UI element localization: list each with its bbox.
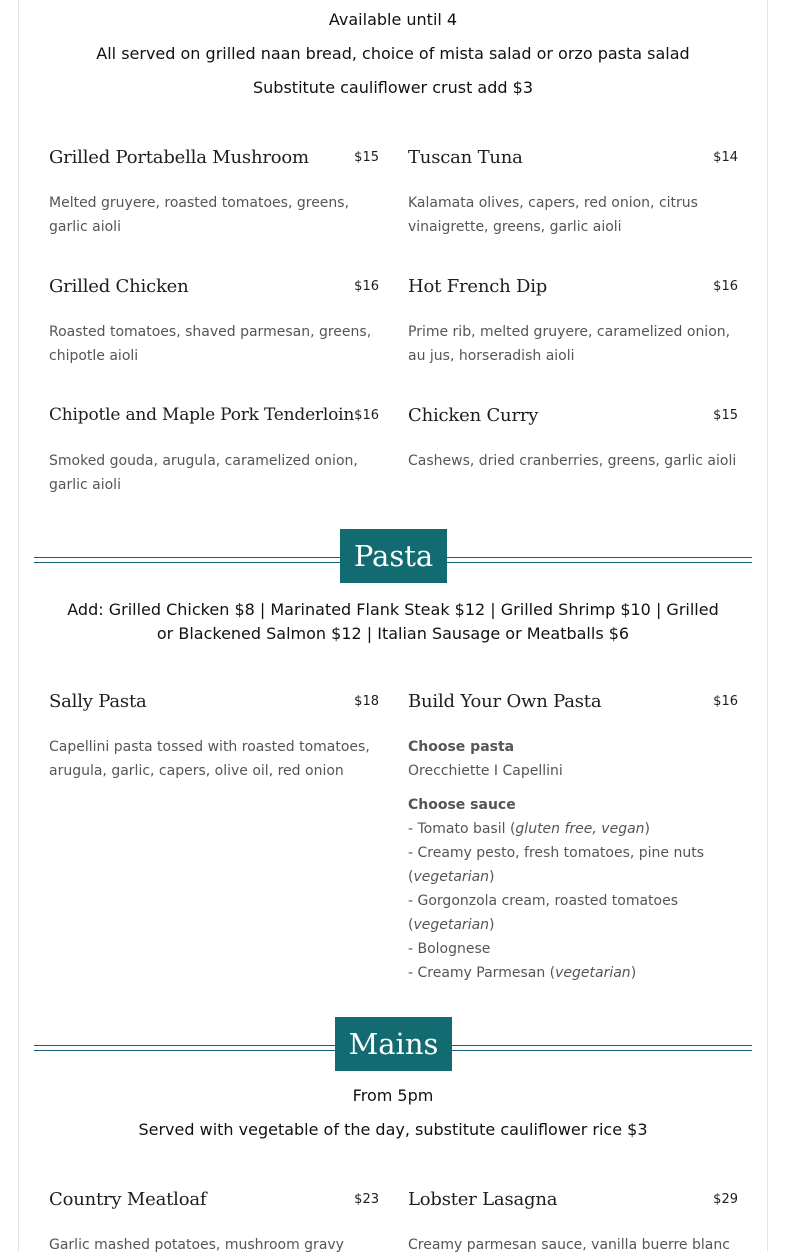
item-description: Cashews, dried cranberries, greens, garlic aioli [408, 453, 737, 469]
menu-page [18, 0, 768, 1251]
item-price: $16 [354, 408, 379, 423]
pasta-addons: Add: Grilled Chicken $8 | Marinated Flank Steak $12 | Grilled Shrimp $10 | Grilled or Blackened Salmon $12 | Italian Sausage or Meatballs $6 [67, 600, 719, 643]
section-title-mains: Mains [335, 1017, 452, 1071]
item-price: $15 [354, 150, 379, 165]
item-name: Chipotle and Maple Pork Tenderloin [49, 405, 355, 425]
item-description: Capellini pasta tossed with roasted tomatoes, arugula, garlic, capers, olive oil, red onion [49, 739, 370, 779]
section-title-pasta: Pasta [340, 529, 447, 583]
pasta-options: Orecchiette I Capellini [408, 763, 563, 779]
item-price: $16 [713, 694, 738, 709]
item-price: $29 [713, 1192, 738, 1207]
item-name: Grilled Chicken [49, 276, 189, 297]
item-description: Roasted tomatoes, shaved parmesan, greens, chipotle aioli [49, 324, 372, 364]
item-name: Sally Pasta [49, 691, 147, 712]
item-price: $15 [713, 408, 738, 423]
item-price: $18 [354, 694, 379, 709]
choose-pasta-heading: Choose pasta [408, 739, 515, 755]
item-price: $16 [354, 279, 379, 294]
availability-note: Available until 4 [328, 10, 458, 29]
sauce-option: - Creamy pesto, fresh tomatoes, pine nuts (vegetarian) [408, 845, 705, 885]
item-name: Tuscan Tuna [408, 147, 523, 168]
sauce-option: - Creamy Parmesan (vegetarian) [408, 965, 637, 981]
sauce-option: - Gorgonzola cream, roasted tomatoes (vegetarian) [408, 893, 679, 933]
item-name: Build Your Own Pasta [408, 691, 602, 712]
choose-sauce-heading: Choose sauce [408, 797, 516, 813]
item-name: Hot French Dip [408, 276, 548, 297]
item-description: Kalamata olives, capers, red onion, citrus vinaigrette, greens, garlic aioli [408, 195, 698, 235]
item-name: Lobster Lasagna [408, 1189, 558, 1210]
item-price: $14 [713, 150, 738, 165]
item-price: $16 [713, 279, 738, 294]
item-description: Prime rib, melted gruyere, caramelized onion, au jus, horseradish aioli [408, 324, 731, 364]
item-name: Country Meatloaf [49, 1189, 207, 1210]
item-description: Smoked gouda, arugula, caramelized onion, garlic aioli [49, 453, 358, 493]
item-price: $23 [354, 1192, 379, 1207]
item-description: Garlic mashed potatoes, mushroom gravy [49, 1237, 344, 1253]
substitute-note: Substitute cauliflower crust add $3 [253, 78, 533, 97]
item-description: Creamy parmesan sauce, vanilla buerre blanc [408, 1237, 730, 1253]
item-description [408, 735, 738, 985]
mains-served-note: Served with vegetable of the day, substitute cauliflower rice $3 [138, 1120, 648, 1139]
sauce-option: - Bolognese [408, 941, 491, 957]
item-name: Grilled Portabella Mushroom [49, 147, 309, 168]
item-description: Melted gruyere, roasted tomatoes, greens, garlic aioli [49, 195, 350, 235]
item-name: Chicken Curry [408, 405, 539, 426]
sauce-option: - Tomato basil (gluten free, vegan) [408, 821, 651, 837]
served-on-note: All served on grilled naan bread, choice of mista salad or orzo pasta salad [96, 44, 690, 63]
mains-time-note: From 5pm [352, 1086, 434, 1105]
